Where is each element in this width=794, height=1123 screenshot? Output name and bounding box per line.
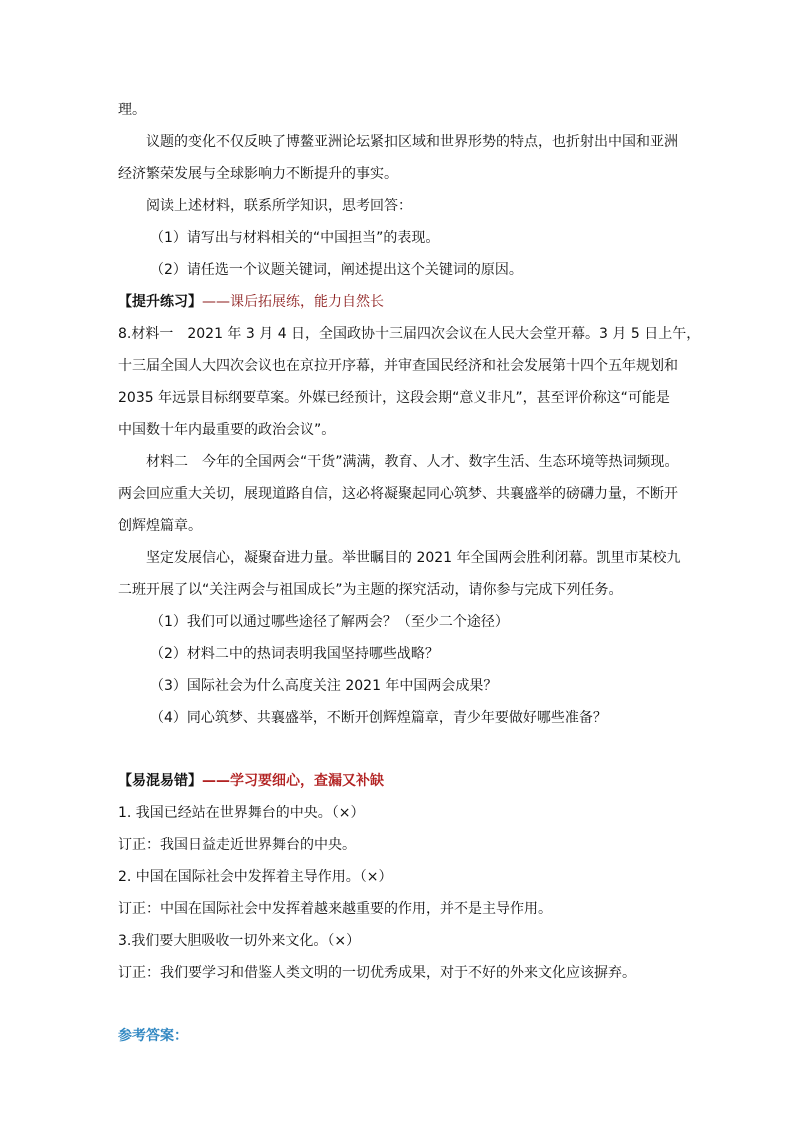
section-heading-tisheng xyxy=(118,293,678,311)
material-line: 2035 年远景目标纲要草案。外媒已经预计，这段会期“意义非凡”，甚至评价称这“可能是 xyxy=(118,390,670,406)
error-correction: 订正：我们要学习和借鉴人类文明的一切优秀成果，对于不好的外来文化应该摒弃。 xyxy=(118,965,636,981)
section-label: 【易混易错】 xyxy=(118,773,202,789)
instruction-text: 阅读上述材料，联系所学知识，思考回答： xyxy=(146,198,412,214)
task-item: （1）我们可以通过哪些途径了解两会？（至少二个途径） xyxy=(150,614,509,630)
error-statement: 2. 中国在国际社会中发挥着主导作用。（×） xyxy=(118,869,393,885)
question-item: （2）请任选一个议题关键词，阐述提出这个关键词的原因。 xyxy=(150,262,523,278)
paragraph-line: 议题的变化不仅反映了博鳌亚洲论坛紧扣区域和世界形势的特点，也折射出中国和亚洲 xyxy=(146,134,678,150)
section-label: 【提升练习】 xyxy=(118,294,202,310)
material-line: 创辉煌篇章。 xyxy=(118,518,202,534)
question-item: （1）请写出与材料相关的“中国担当”的表现。 xyxy=(150,230,440,246)
section-subtitle: ——课后拓展练，能力自然长 xyxy=(202,294,384,310)
error-statement: 1. 我国已经站在世界舞台的中央。（×） xyxy=(118,805,365,821)
error-correction: 订正：我国日益走近世界舞台的中央。 xyxy=(118,837,356,853)
material-line: 材料二 今年的全国两会“干货”满满，教育、人才、数字生活、生态环境等热词频现。 xyxy=(146,454,679,470)
intro-line: 坚定发展信心，凝聚奋进力量。举世瞩目的 2021 年全国两会胜利闭幕。凯里市某校九 xyxy=(146,550,681,566)
material-line: 中国数十年内最重要的政治会议”。 xyxy=(118,422,336,438)
continuation-text: 理。 xyxy=(118,102,146,118)
material-line: 十三届全国人大四次会议也在京拉开序幕，并审查国民经济和社会发展第十四个五年规划和 xyxy=(118,358,678,374)
section-subtitle: ——学习要细心，查漏又补缺 xyxy=(202,773,384,789)
task-item: （2）材料二中的热词表明我国坚持哪些战略？ xyxy=(150,646,439,662)
error-correction: 订正：中国在国际社会中发挥着越来越重要的作用，并不是主导作用。 xyxy=(118,901,552,917)
section-heading-yihun xyxy=(118,772,678,790)
material-line: 两会回应重大关切，展现道路自信，这必将凝聚起同心筑梦、共襄盛举的磅礴力量，不断开 xyxy=(118,486,678,502)
intro-line: 二班开展了以“关注两会与祖国成长”为主题的探究活动，请你参与完成下列任务。 xyxy=(118,582,623,598)
paragraph-line: 经济繁荣发展与全球影响力不断提升的事实。 xyxy=(118,166,398,182)
answers-heading: 参考答案： xyxy=(118,1028,188,1044)
material-line: 8.材料一 2021 年 3 月 4 日，全国政协十三届四次会议在人民大会堂开幕。3 月 5 日上午， xyxy=(118,326,701,342)
task-item: （4）同心筑梦、共襄盛举，不断开创辉煌篇章，青少年要做好哪些准备？ xyxy=(150,710,607,726)
error-statement: 3.我们要大胆吸收一切外来文化。（×） xyxy=(118,933,361,949)
task-item: （3）国际社会为什么高度关注 2021 年中国两会成果？ xyxy=(150,678,498,694)
